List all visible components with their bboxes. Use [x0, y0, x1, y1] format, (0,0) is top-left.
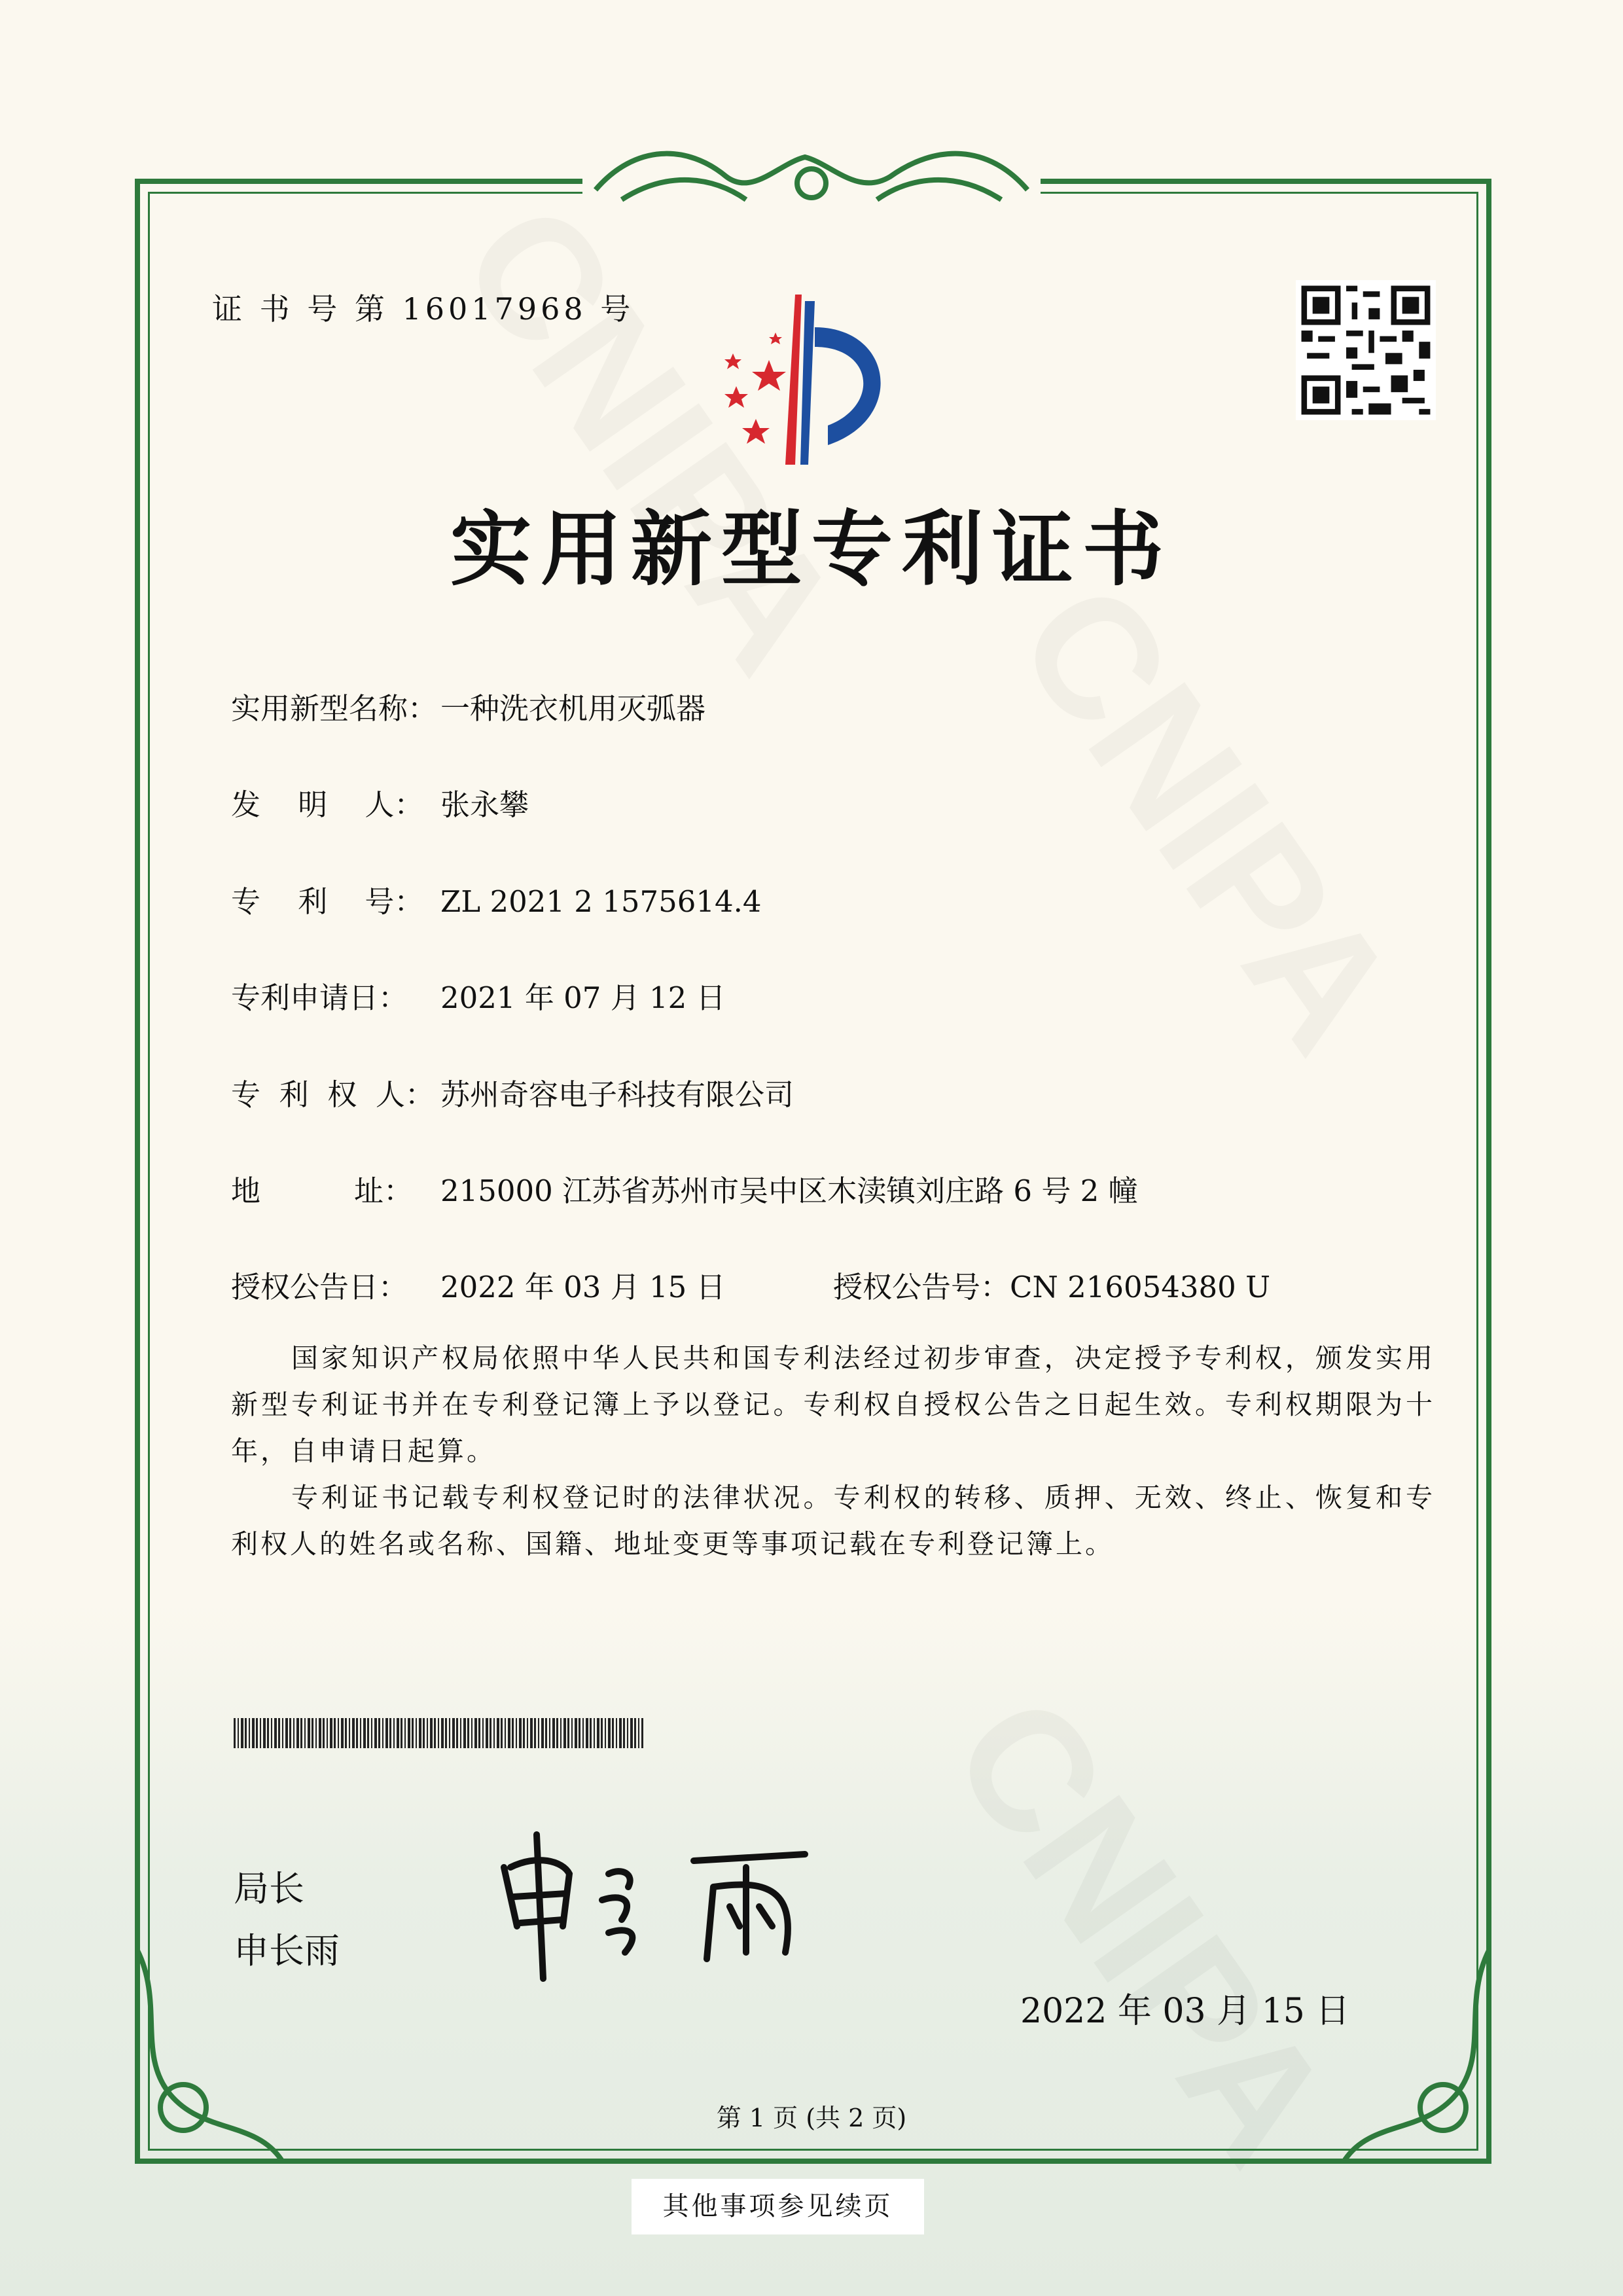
field-value: 215000 江苏省苏州市吴中区木渎镇刘庄路 6 号 2 幢: [440, 1174, 1138, 1208]
statement-paragraph: 专利证书记载专利权登记时的法律状况。专利权的转移、质押、无效、终止、恢复和专利权人的姓名或名称、国籍、地址变更等事项记载在专利登记簿上。: [231, 1482, 1435, 1560]
corner-ornament-left: [124, 1937, 294, 2179]
field-label: 发 明 人：: [231, 787, 424, 822]
certificate-statement: [231, 1335, 1435, 1568]
cnipa-logo: [697, 288, 933, 471]
field-address: [231, 1167, 1138, 1210]
field-value: CN 216054380 U: [1010, 1270, 1271, 1304]
signatory-title: 局长: [234, 1868, 304, 1909]
field-label: 地 址：: [231, 1174, 414, 1208]
signatory-name: 申长雨: [234, 1930, 340, 1971]
field-utility-model-name: [231, 685, 705, 727]
field-label: 实用新型名称：: [231, 691, 438, 726]
field-value: 张永攀: [440, 787, 529, 822]
issue-date: 2022 年 03 月 15 日: [1020, 1992, 1350, 2031]
field-patent-number: [231, 878, 762, 920]
field-label: 专 利 权 人：: [231, 1077, 435, 1112]
field-patentee: [231, 1071, 794, 1113]
field-value: 苏州奇容电子科技有限公司: [440, 1077, 794, 1112]
statement-paragraph: 国家知识产权局依照中华人民共和国专利法经过初步审查，决定授予专利权，颁发实用新型专利证书并在专利登记簿上予以登记。专利权自授权公告之日起生效。专利权期限为十年，自申请日起算。: [231, 1342, 1435, 1467]
field-grant-date: [231, 1263, 726, 1306]
certificate-title: 实用新型专利证书: [450, 502, 1173, 597]
field-label: 授权公告号：: [833, 1270, 1010, 1304]
page-info: 第 1 页 (共 2 页): [716, 2104, 907, 2132]
certificate-number: 证 书 号 第 16017968 号: [212, 291, 635, 327]
field-label: 授权公告日：: [231, 1270, 408, 1304]
field-label: 专利申请日：: [231, 980, 408, 1015]
field-label: 专 利 号：: [231, 884, 424, 919]
top-ornament: [582, 137, 1041, 216]
field-value: ZL 2021 2 1575614.4: [440, 884, 762, 919]
field-value: 2022 年 03 月 15 日: [440, 1270, 726, 1304]
handwritten-signature: [497, 1828, 838, 1985]
field-application-date: [231, 974, 726, 1016]
barcode: [234, 1718, 643, 1748]
field-inventor: [231, 781, 529, 823]
corner-ornament-right: [1332, 1937, 1502, 2179]
footer-note: 其他事项参见续页: [632, 2179, 924, 2234]
field-publication-number: [833, 1263, 1270, 1306]
field-value: 一种洗衣机用灭弧器: [440, 691, 706, 726]
field-value: 2021 年 07 月 12 日: [440, 980, 726, 1015]
qr-code: [1296, 280, 1436, 420]
